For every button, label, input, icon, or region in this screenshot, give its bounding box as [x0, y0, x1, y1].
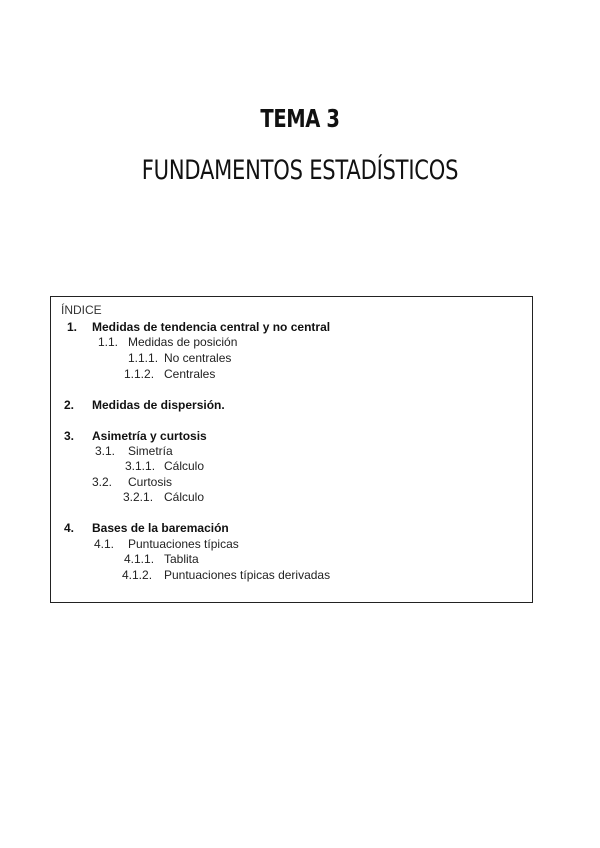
- toc-entry-number: 3.1.: [95, 444, 116, 458]
- toc-entry-number: 2.: [64, 398, 75, 412]
- toc-entry-number: 4.1.2.: [122, 568, 153, 582]
- toc-entry-label: Centrales: [164, 367, 216, 381]
- toc-entry-number: 4.: [64, 521, 75, 535]
- toc-entry-number: 3.1.1.: [125, 459, 156, 473]
- toc-entry-number: 3.2.: [92, 475, 113, 489]
- toc-entry-number: 1.: [67, 320, 78, 334]
- toc-entry-label: Tablita: [164, 552, 199, 566]
- toc-entry-label: Puntuaciones típicas: [128, 537, 239, 551]
- toc-entry-label: Simetría: [128, 444, 173, 458]
- page-subtitle: FUNDAMENTOS ESTADÍSTICOS: [141, 155, 459, 186]
- toc-entry-label: Cálculo: [164, 459, 205, 473]
- toc-entry-label: Bases de la baremación: [92, 521, 229, 535]
- toc-entry-label: Curtosis: [128, 475, 173, 489]
- toc-entry-label: Cálculo: [164, 490, 205, 504]
- toc-entry-number: 4.1.1.: [124, 552, 155, 566]
- toc-entry-label: Puntuaciones típicas derivadas: [164, 568, 331, 582]
- toc-entry-label: Asimetría y curtosis: [92, 429, 207, 443]
- toc-heading: ÍNDICE: [61, 303, 102, 317]
- toc-entry-number: 1.1.1.: [128, 351, 159, 365]
- toc-entry-label: Medidas de dispersión.: [92, 398, 225, 412]
- toc-entry-number: 1.1.2.: [124, 367, 155, 381]
- toc-entry-number: 3.2.1.: [123, 490, 154, 504]
- table-of-contents: [50, 296, 533, 603]
- toc-entry-label: Medidas de tendencia central y no central: [92, 320, 331, 334]
- toc-entry-number: 4.1.: [94, 537, 115, 551]
- toc-entry-label: Medidas de posición: [128, 335, 238, 349]
- page-title: TEMA 3: [260, 104, 340, 133]
- toc-entry-number: 3.: [64, 429, 75, 443]
- toc-entry-label: No centrales: [164, 351, 232, 365]
- toc-entry-number: 1.1.: [98, 335, 119, 349]
